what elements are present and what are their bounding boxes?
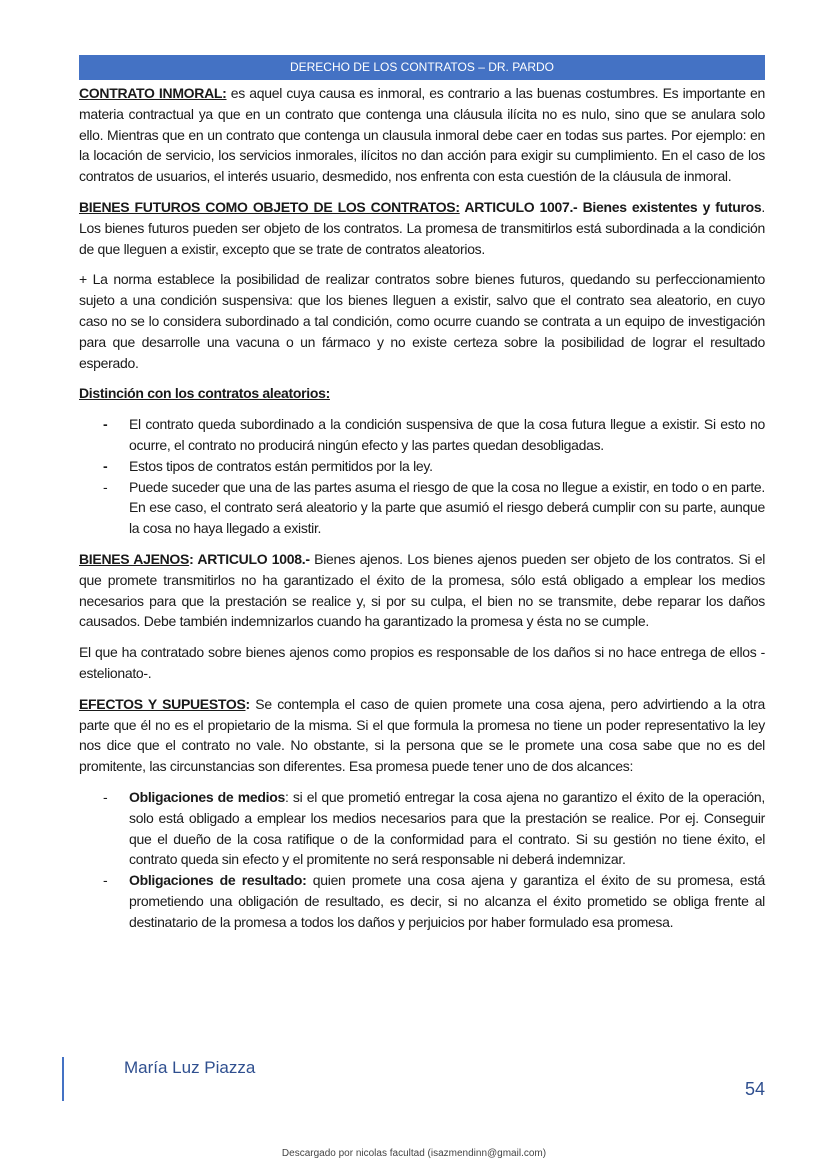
section-title: CONTRATO INMORAL: (79, 85, 227, 101)
document-body (79, 83, 765, 942)
bullet: - (103, 457, 108, 474)
list-item-text: quien promete una cosa ajena y garantiza el éxito de su promesa, está prometiendo una obligación de resultado, es decir, si no alcanza el éxito prometido se obliga frente al destinatario de la promesa a todos los daños y perjuicios por haber formulado esa promesa. (129, 872, 765, 930)
list-distincion (79, 414, 765, 539)
paragraph-efectos (79, 694, 765, 777)
list-item (79, 414, 765, 456)
list-item-text: El contrato queda subordinado a la condición suspensiva de que la cosa futura llegue a existir. Si esto no ocurre, el contrato no producirá ningún efecto y las partes quedan desobligadas. (129, 416, 765, 453)
bullet: - (103, 478, 108, 495)
colon: : (245, 695, 250, 712)
paragraph-distincion (79, 383, 765, 404)
bullet: - (103, 872, 108, 889)
footer-author: María Luz Piazza (124, 1058, 256, 1077)
paragraph-text: Bienes ajenos. Los bienes ajenos pueden ser objeto de los contratos. Si el que promete transmitirlos no ha garantizado el éxito de la promesa, sólo está obligado a emplear los medios necesarios para que la prestación se realice y, si por su culpa, el bien no se transmite, debe reparar los daños causados. Debe también indemnizarlos cuando ha garantizado la promesa y ésta no se cumple. (79, 550, 766, 630)
paragraph-contrato-inmoral (79, 83, 765, 187)
section-title: EFECTOS Y SUPUESTOS (79, 695, 246, 712)
article-ref: ARTICULO 1007.- Bienes existentes y futuros (459, 198, 762, 215)
bullet: - (103, 788, 108, 805)
download-notice: Descargado por nicolas facultad (isazmendinn@gmail.com) (281, 1148, 547, 1159)
section-title: BIENES AJENOS (79, 550, 190, 567)
paragraph-text: . Los bienes futuros pueden ser objeto de los contratos. La promesa de transmitirlos está subordinada a la condición de que lleguen a existir, excepto que se trate de contratos aleatorios. (79, 198, 765, 257)
list-item (79, 870, 765, 932)
list-item (79, 477, 765, 539)
paragraph-text: Se contempla el caso de quien promete una cosa ajena, pero advirtiendo a la otra parte que él no es el propietario de la misma. Si el que formula la promesa no tiene un poder representativo la ley nos dice que el contrato no vale. No obstante, si la persona que se le promete una cosa sabe que no es del promitente, las circunstancias son diferentes. Esa promesa puede tener uno de dos alcances: (79, 695, 765, 775)
page-number: 54 (744, 1079, 765, 1099)
paragraph-norma: + La norma establece la posibilidad de realizar contratos sobre bienes futuros, quedando su perfeccionamiento sujeto a una condición suspensiva: que los bienes lleguen a existir, salvo que el contrato sea aleatorio, en cuyo caso no se lo considera subordinado a tal condición, como ocurre cuando se contrata a un equipo de investigación para que desarrolle una vacuna o un fármaco y no existe certeza sobre la posibilidad de lograr el resultado esperado. (79, 271, 765, 371)
list-item-text: : si el que prometió entregar la cosa ajena no garantizo el éxito de la operación, solo está obligado a emplear los medios necesarios para que la prestación se realice. Por ej. Conseguir que el dueño de la cosa ratifique o de la conformidad para el contrato. Si su gestión no tiene éxito, el contrato queda sin efecto y el promitente no será responsable ni deberá indemnizar. (129, 788, 765, 868)
section-title: Distinción con los contratos aleatorios: (79, 385, 330, 402)
list-item (79, 787, 765, 870)
paragraph-estelionato: El que ha contratado sobre bienes ajenos como propios es responsable de los daños si no hace entrega de ellos -estelionato-. (79, 644, 765, 681)
list-item (79, 456, 765, 477)
paragraph-bienes-futuros (79, 197, 765, 259)
list-item-text: Estos tipos de contratos están permitidos por la ley. (129, 457, 433, 474)
list-obligaciones (79, 787, 765, 933)
term: Obligaciones de resultado: (129, 872, 307, 889)
article-ref: : ARTICULO 1008.- (189, 550, 310, 567)
footer-accent-bar (62, 1057, 64, 1101)
section-title: BIENES FUTUROS COMO OBJETO DE LOS CONTRATOS: (79, 198, 460, 215)
term: Obligaciones de medios (129, 788, 285, 805)
list-item-text: Puede suceder que una de las partes asuma el riesgo de que la cosa no llegue a existir, en todo o en parte. En ese caso, el contrato será aleatorio y la parte que asumió el riesgo deberá cumplir con su parte, aunque la cosa no haya llegado a existir. (129, 478, 765, 537)
paragraph-text: es aquel cuya causa es inmoral, es contrario a las buenas costumbres. Es importante en materia contractual ya que en un contrato que contenga una cláusula ilícita no es nulo, sino que se anulara solo ello. Mientras que en un contrato que contenga un clausula inmoral debe caer en todas sus partes. Por ejemplo: en la locación de servicio, los servicios inmorales, ilícitos no dan acción para exigir su cumplimiento. En el caso de los contratos de usuarios, el interés usuario, desmedido, nos enfrenta con esta cuestión de la cláusula de inmoral. (79, 85, 766, 185)
bullet: - (103, 416, 108, 433)
page-header: DERECHO DE LOS CONTRATOS – DR. PARDO (79, 55, 765, 80)
paragraph-bienes-ajenos (79, 549, 765, 632)
